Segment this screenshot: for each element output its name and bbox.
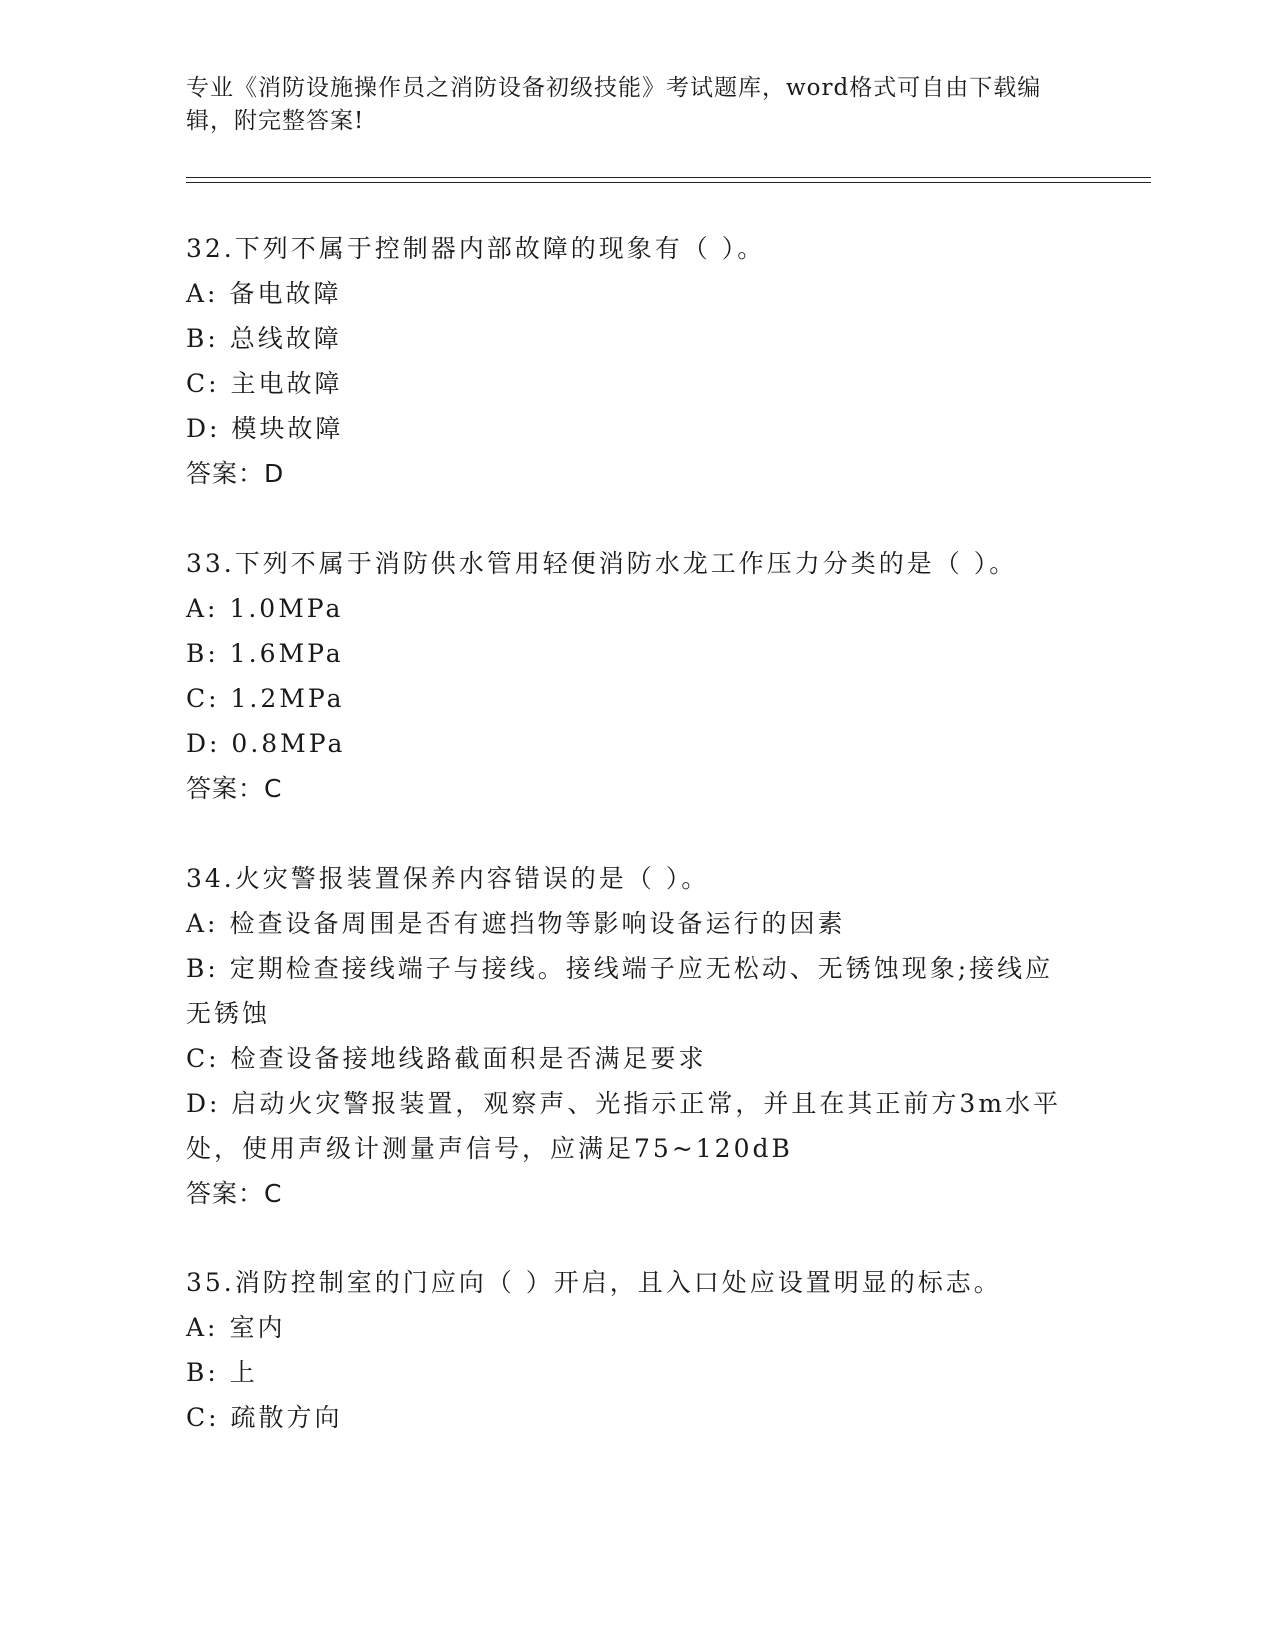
option-label: B: [186, 954, 219, 983]
option-label: B: [186, 1358, 219, 1387]
option-text: 1.0MPa [229, 594, 344, 623]
option-c [186, 676, 1066, 721]
option-d [186, 406, 1066, 451]
option-text: 上 [229, 1358, 258, 1387]
option-text: 0.8MPa [231, 729, 346, 758]
document-intro: 专业《消防设施操作员之消防设备初级技能》考试题库，word格式可自由下载编辑，附完整答案! [186, 75, 1042, 134]
option-b [186, 631, 1066, 676]
header-divider-top [186, 177, 1151, 178]
option-label: B: [186, 324, 219, 353]
answer: 答案：C [186, 774, 283, 803]
question-33 [186, 541, 1066, 811]
option-label: C: [186, 1044, 220, 1073]
option-label: A: [186, 594, 219, 623]
question-35 [186, 1260, 1066, 1440]
option-label: A: [186, 909, 219, 938]
answer: 答案：C [186, 1179, 283, 1208]
option-label: C: [186, 369, 220, 398]
option-text: 模块故障 [231, 414, 344, 443]
question-stem: 35.消防控制室的门应向（ ）开启，且入口处应设置明显的标志。 [186, 1268, 1002, 1297]
option-label: D: [186, 1089, 221, 1118]
option-a [186, 901, 1066, 946]
option-c [186, 1395, 1066, 1440]
option-text: 主电故障 [230, 369, 343, 398]
option-label: D: [186, 729, 221, 758]
option-text: 定期检查接线端子与接线。接线端子应无松动、无锈蚀现象;接线应无锈蚀 [186, 954, 1054, 1028]
option-text: 检查设备周围是否有遮挡物等影响设备运行的因素 [229, 909, 846, 938]
question-stem: 34.火灾警报装置保养内容错误的是（ ）。 [186, 864, 710, 893]
question-32 [186, 226, 1066, 496]
option-label: D: [186, 414, 221, 443]
question-34 [186, 856, 1066, 1216]
option-text: 检查设备接地线路截面积是否满足要求 [230, 1044, 707, 1073]
option-text: 疏散方向 [230, 1403, 343, 1432]
option-d [186, 721, 1066, 766]
option-label: A: [186, 279, 219, 308]
option-text: 室内 [229, 1313, 286, 1342]
option-b [186, 946, 1066, 1036]
answer: 答案：D [186, 459, 285, 488]
option-a [186, 271, 1066, 316]
option-text: 总线故障 [229, 324, 342, 353]
option-label: C: [186, 684, 220, 713]
option-b [186, 1350, 1066, 1395]
option-c [186, 361, 1066, 406]
question-stem: 32.下列不属于控制器内部故障的现象有（ ）。 [186, 234, 766, 263]
header-divider-bottom [186, 182, 1151, 183]
option-text: 备电故障 [229, 279, 342, 308]
option-c [186, 1036, 1066, 1081]
option-label: A: [186, 1313, 219, 1342]
option-text: 1.6MPa [229, 639, 344, 668]
option-text: 1.2MPa [230, 684, 345, 713]
option-b [186, 316, 1066, 361]
question-stem: 33.下列不属于消防供水管用轻便消防水龙工作压力分类的是（ ）。 [186, 549, 1018, 578]
option-a [186, 586, 1066, 631]
option-text: 启动火灾警报装置，观察声、光指示正常，并且在其正前方3m水平处，使用声级计测量声信号，应满足75~120dB [186, 1089, 1062, 1163]
option-a [186, 1305, 1066, 1350]
option-label: B: [186, 639, 219, 668]
option-label: C: [186, 1403, 220, 1432]
option-d [186, 1081, 1066, 1171]
